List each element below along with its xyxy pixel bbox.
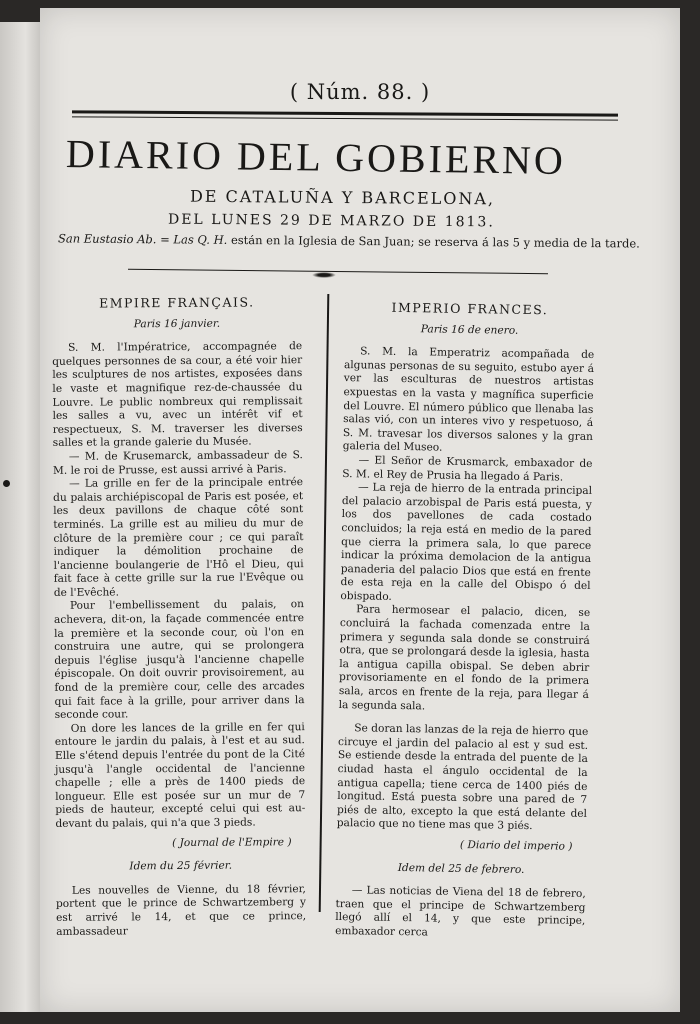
header-rule-thin: [72, 116, 618, 120]
masthead-subtitle: DE CATALUÑA Y BARCELONA,: [189, 186, 496, 209]
issue-number: ( Núm. 88. ): [289, 80, 431, 104]
source-citation: ( Journal de l'Empire ): [172, 835, 292, 849]
paragraph: S. M. l'Impératrice, accompagnée de quelques personnes de sa cour, a été voir hier les sculptures de nos artistes, exposées dans le vaste et magnifique rez-de-chaussée du Louvre. Le public nombreux qui remplissait les salles a vu, avec un intérêt vif et respectueux, S. M. traverser les diverses salles et la grande galerie du Musée.: [52, 340, 303, 450]
paragraph: — M. de Krusemarck, ambassadeur de S. M. le roi de Prusse, est aussi arrivé à Paris.: [52, 449, 303, 477]
column-spanish: [335, 300, 595, 942]
sub-dateline: Idem du 25 février.: [129, 859, 233, 873]
sub-dateline: Idem del 25 de febrero.: [397, 861, 525, 876]
dateline: Paris 16 janvier.: [133, 317, 221, 330]
newspaper-page: [40, 8, 680, 1012]
header-rule-thick: [72, 110, 618, 116]
source-citation: ( Diario del imperio ): [459, 838, 573, 853]
ink-spot: [3, 480, 10, 487]
saints-notice: [58, 231, 648, 250]
paragraph: Pour l'embellissement du palais, on achevera, dit-on, la façade commencée entre la première et la seconde cour, où l'on en construira une autre, qui se prolongera depuis l'église jusqu'à l'ancienne chapelle épiscopale. On doit ouvrir provisoirement, au fond de la première cour, celle des arcades qui fait face à la grille, pour arriver dans la seconde cour.: [53, 598, 305, 722]
paragraph: Les nouvelles de Vienne, du 18 février, portent que le prince de Schwartzemberg y est arrivé le 14, et que ce prince, ambassadeur: [55, 882, 307, 938]
column-heading: IMPERIO FRANCES.: [391, 299, 549, 318]
paragraph: Se doran las lanzas de la reja de hierro que circuye el jardin del palacio al est y sud est. Se estiende desde la entrada del puente de la ciudad hasta el ángulo occidental de la antigua capella; tiene cerca de 1400 piés de longitud. Está puesta sobre una pared de 7 piés de alto, excepto la que está delante del palacio que no tiene mas que 3 piés.: [336, 722, 589, 833]
issue-date: DEL LUNES 29 DE MARZO DE 1813.: [167, 211, 495, 231]
paragraph: — El Señor de Krusmarck, embaxador de S. M. el Rey de Prusia ha llegado á Paris.: [342, 454, 593, 484]
paragraph: On dore les lances de la grille en fer qui entoure le jardin du palais, à l'est et au sud. Elle s'étend depuis l'entrée du pont de la Cité jusqu'à l'angle occidental de l'ancienne chapelle ; elle a près de 1400 pieds de longueur. Elle est posée sur un mur de 7 pieds de hauteur, excepté celui qui est au-devant du palais, qui n'a que 3 pieds.: [54, 720, 306, 830]
saints-italic: San Eustasio Ab. = Las Q. H.: [57, 231, 228, 247]
ornament: [312, 272, 336, 278]
masthead-title: DIARIO DEL GOBIERNO: [65, 131, 567, 183]
dateline: Paris 16 de enero.: [420, 322, 519, 337]
paragraph: — La reja de hierro de la entrada principal del palacio arzobispal de Paris está puesta, y los dos pavellones de cada costado concluidos; la reja está en medio de la pared que cierra la primera sala, lo que parece indicar la próxima demolacion de la antigua panaderia del palacio Dios que está en frente de esta reja en la calle del Obispo ó del obispado.: [340, 481, 593, 603]
paragraph: Para hermosear el palacio, dicen, se concluirá la fachada comenzada entre la primera y segunda sala donde se construirá otra, que se prolongará desde la iglesia, hasta la antigua capilla obispal. Se deben abrir provisoriamente en el fondo de la primera sala, arcos en frente de la reja, para llegar á la segunda sala.: [338, 603, 591, 713]
section-rule: [128, 269, 548, 274]
column-french: [52, 295, 306, 939]
saints-text: están en la Iglesia de San Juan; se reserva á las 5 y media de la tarde.: [227, 232, 640, 251]
paragraph: — La grille en fer de la principale entrée du palais archiépiscopal de Paris est posée, et les deux pavillons de chaque côté sont terminés. La grille est au milieu du mur de clôture de la première cour ; ce qui paraît indiquer la démolition prochaine de l'ancienne boulangerie de l'Hô el Dieu, qui fait face à cette grille sur la rue l'Evêque ou de l'Evêché.: [53, 476, 304, 599]
paragraph: — Las noticias de Viena del 18 de febrero, traen que el principe de Schwartzemberg llegó allí el 14, y que este principe, embaxador cerca: [335, 884, 586, 939]
paragraph: S. M. la Emperatriz acompañada de algunas personas de su seguito, estubo ayer á ver las esculturas de nuestros artistas expuestas en la vasta y magnífica superficie del Louvre. El número público que llenaba las salas vió, con un interes vivo y respetuoso, á S. M. travesar los diversos salones y la gran galeria del Museo.: [342, 345, 595, 454]
column-heading: EMPIRE FRANÇAIS.: [99, 294, 255, 311]
column-divider: [319, 294, 330, 912]
